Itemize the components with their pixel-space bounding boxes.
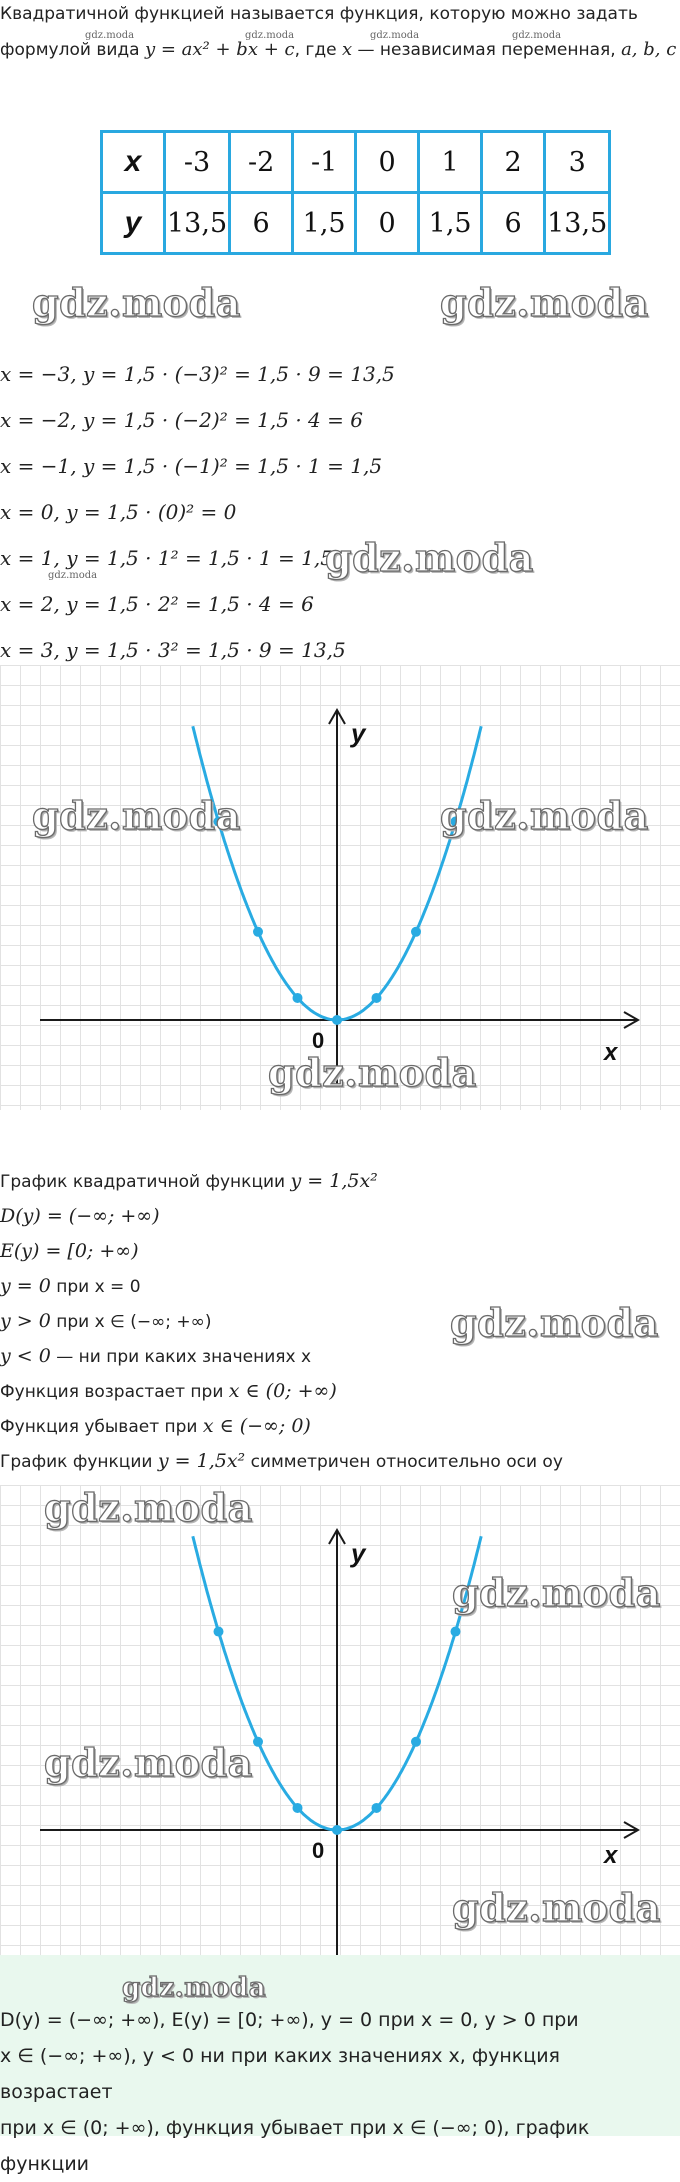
property-math: x ∈ (−∞; 0) xyxy=(202,1415,311,1437)
calc-line: x = 3, y = 1,5 · 3² = 1,5 · 9 = 13,5 xyxy=(0,638,346,662)
data-point xyxy=(293,1803,303,1813)
table-cell: 13,5 xyxy=(165,193,230,254)
y-axis-label: y xyxy=(351,1538,366,1568)
property-line xyxy=(0,1345,311,1367)
property-line xyxy=(0,1205,160,1227)
property-math: y > 0 xyxy=(0,1310,51,1332)
data-point xyxy=(332,1825,342,1835)
calc-line: x = −3, y = 1,5 · (−3)² = 1,5 · 9 = 13,5 xyxy=(0,362,395,386)
data-point xyxy=(411,1737,421,1747)
calc-line: x = 1, y = 1,5 · 1² = 1,5 · 1 = 1,5 xyxy=(0,546,333,570)
watermark: gdz.moda xyxy=(32,280,241,325)
y-header: y xyxy=(102,193,165,254)
property-math: D(y) = (−∞; +∞) xyxy=(0,1205,160,1227)
intro-text-4: — независимая переменная, xyxy=(357,40,616,60)
data-point xyxy=(253,1737,263,1747)
property-text: при x = 0 xyxy=(50,1277,141,1297)
watermark-small: gdz.moda xyxy=(512,30,562,41)
answer-line: x ∈ (−∞; +∞), y < 0 ни при каких значениях x, функция возрастает xyxy=(0,2045,560,2103)
watermark: gdz.moda xyxy=(268,1050,477,1095)
property-text: при x ∈ (−∞; +∞) xyxy=(50,1312,212,1332)
property-text: — ни при каких значениях x xyxy=(50,1347,312,1367)
property-text: Функция возрастает при xyxy=(0,1382,224,1402)
watermark: gdz.moda xyxy=(452,1570,661,1615)
watermark-small: gdz.moda xyxy=(245,30,295,41)
graph-1 xyxy=(0,665,680,1110)
table-cell: 0 xyxy=(356,193,419,254)
data-point xyxy=(451,1627,461,1637)
watermark-small: gdz.moda xyxy=(85,30,135,41)
graph-2 xyxy=(0,1485,680,1955)
watermark-small: gdz.moda xyxy=(48,570,98,581)
property-line xyxy=(0,1450,563,1472)
intro-text-3: , где xyxy=(294,40,337,60)
x-axis-label: x xyxy=(604,1039,618,1066)
values-table xyxy=(100,130,611,255)
watermark: gdz.moda xyxy=(450,1300,659,1345)
table-cell: 1,5 xyxy=(293,193,356,254)
property-math: E(y) = [0; +∞) xyxy=(0,1240,139,1262)
data-point xyxy=(411,927,421,937)
intro-text-2: формулой вида xyxy=(0,40,140,60)
property-line xyxy=(0,1275,141,1297)
origin-label: 0 xyxy=(312,1838,325,1863)
table-cell: 6 xyxy=(230,193,293,254)
x-variable: x xyxy=(341,39,353,60)
calc-line: x = 0, y = 1,5 · (0)² = 0 xyxy=(0,500,237,524)
parabola-graph-1 xyxy=(0,665,680,1110)
property-text: симметричен относительно оси oy xyxy=(245,1452,563,1472)
answer-line: при x ∈ (0; +∞), функция убывает при x ∈ (−∞; 0), график функции xyxy=(0,2117,590,2175)
x-axis-label: x xyxy=(604,1842,618,1869)
table-row-x xyxy=(102,132,610,193)
data-point xyxy=(372,993,382,1003)
data-point xyxy=(332,1015,342,1025)
watermark: gdz.moda xyxy=(440,793,649,838)
coefficients: a, b, c xyxy=(621,39,677,60)
y-axis-label: y xyxy=(351,718,366,748)
intro-line-1 xyxy=(0,0,680,28)
property-line xyxy=(0,1240,139,1262)
quadratic-formula: y = ax² + bx + c xyxy=(144,39,295,60)
property-line xyxy=(0,1170,378,1192)
property-math: y < 0 xyxy=(0,1345,51,1367)
intro-text-1: Квадратичной функцией называется функция, которую можно задать xyxy=(0,4,638,24)
watermark: gdz.moda xyxy=(32,793,241,838)
calc-line: x = −2, y = 1,5 · (−2)² = 1,5 · 4 = 6 xyxy=(0,408,363,432)
property-math: x ∈ (0; +∞) xyxy=(228,1380,337,1402)
table-cell: 13,5 xyxy=(545,193,610,254)
table-cell: 1,5 xyxy=(419,193,482,254)
property-text: График квадратичной функции xyxy=(0,1172,286,1192)
watermark: gdz.moda xyxy=(44,1740,253,1785)
watermark-small: gdz.moda xyxy=(370,30,420,41)
property-line xyxy=(0,1380,337,1402)
x-header: x xyxy=(102,132,165,193)
table-cell: -3 xyxy=(165,132,230,193)
calc-line: x = −1, y = 1,5 · (−1)² = 1,5 · 1 = 1,5 xyxy=(0,454,383,478)
watermark: gdz.moda xyxy=(122,1973,267,2003)
calc-line: x = 2, y = 1,5 · 2² = 1,5 · 4 = 6 xyxy=(0,592,314,616)
table-cell: -1 xyxy=(293,132,356,193)
table-cell: 3 xyxy=(545,132,610,193)
property-line xyxy=(0,1415,311,1437)
data-point xyxy=(214,1627,224,1637)
table-row-y xyxy=(102,193,610,254)
property-math: y = 0 xyxy=(0,1275,51,1297)
table-cell: 0 xyxy=(356,132,419,193)
table-cell: -2 xyxy=(230,132,293,193)
property-math: y = 1,5x² xyxy=(290,1170,378,1192)
watermark: gdz.moda xyxy=(325,535,534,580)
data-point xyxy=(253,927,263,937)
watermark: gdz.moda xyxy=(44,1485,253,1530)
answer-text xyxy=(0,2002,672,2182)
answer-box xyxy=(0,1955,680,2175)
property-line xyxy=(0,1310,211,1332)
data-point xyxy=(372,1803,382,1813)
property-text: График функции xyxy=(0,1452,153,1472)
property-math: y = 1,5x² xyxy=(157,1450,246,1472)
watermark: gdz.moda xyxy=(440,280,649,325)
watermark: gdz.moda xyxy=(452,1885,661,1930)
origin-label: 0 xyxy=(312,1028,325,1053)
table-cell: 2 xyxy=(482,132,545,193)
data-point xyxy=(293,993,303,1003)
table-cell: 6 xyxy=(482,193,545,254)
answer-line: D(y) = (−∞; +∞), E(y) = [0; +∞), y = 0 при x = 0, y > 0 при xyxy=(0,2009,579,2031)
table-cell: 1 xyxy=(419,132,482,193)
property-text: Функция убывает при xyxy=(0,1417,198,1437)
